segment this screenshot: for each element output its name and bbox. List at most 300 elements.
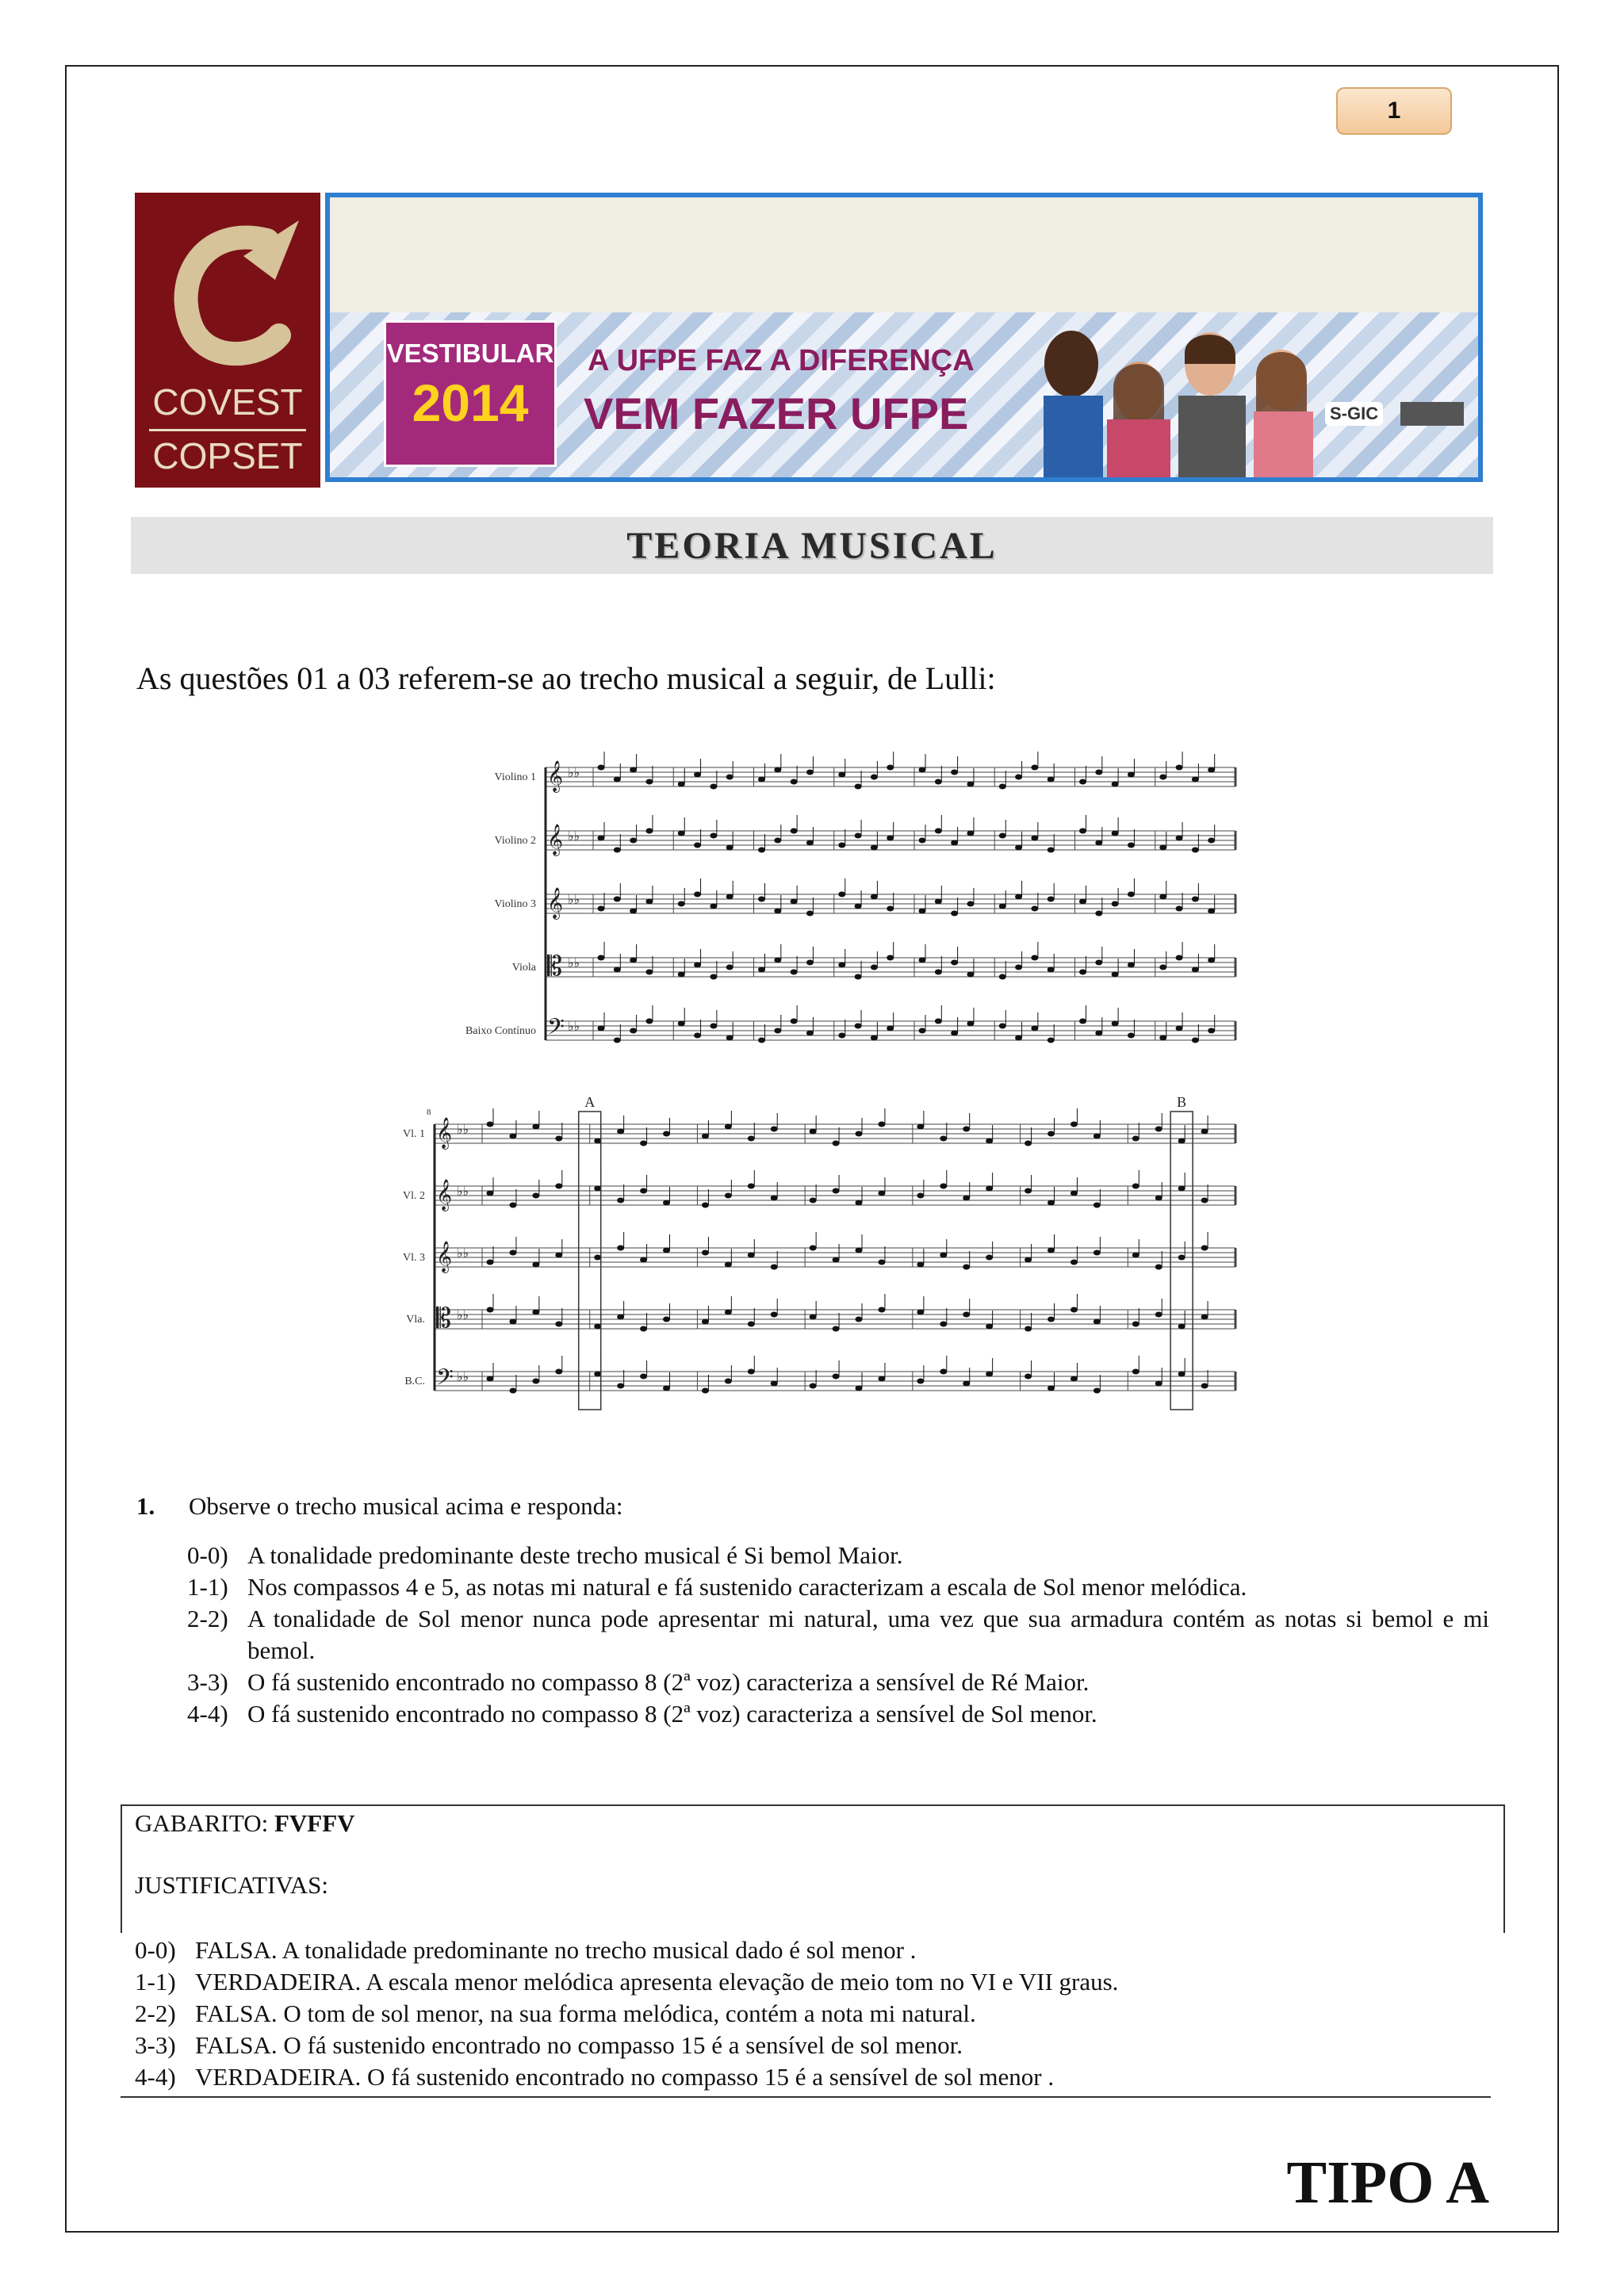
note-head — [594, 1255, 601, 1261]
note-head — [1079, 828, 1086, 834]
note-head — [748, 1253, 755, 1258]
justificativa-item: 2-2) FALSA. O tom de sol menor, na sua forma melódica, contém a nota mi natural. — [135, 1999, 976, 2027]
note-head — [1079, 779, 1086, 785]
note-head — [791, 779, 798, 785]
note-head — [748, 1369, 755, 1375]
note-head — [645, 970, 653, 975]
note-head — [678, 972, 685, 978]
question-item: 2-2) A tonalidade de Sol menor nunca pode apresentar mi natural, uma vez que sua armadura contém as notas si bemol e mi bemol. — [187, 1605, 1489, 1664]
note-head — [887, 955, 894, 961]
note-head — [1094, 1250, 1101, 1256]
note-head — [678, 782, 685, 787]
note-head — [1176, 906, 1183, 912]
section-title-bar — [131, 517, 1493, 574]
note-head — [806, 960, 814, 966]
note-head — [856, 1131, 863, 1137]
note-head — [702, 1250, 709, 1256]
note-head — [1048, 897, 1055, 902]
note-head — [940, 1136, 947, 1142]
note-head — [1112, 831, 1119, 836]
note-head — [855, 904, 862, 909]
score-system-1 — [465, 752, 1235, 1045]
note-head — [1094, 1203, 1101, 1208]
instrument-label: Baixo Contínuo — [465, 1025, 536, 1037]
key-signature: ♭♭ — [568, 767, 580, 780]
note-head — [748, 1136, 755, 1142]
intro-text: As questões 01 a 03 referem-se ao trecho musical a seguir, de Lulli: — [136, 660, 996, 696]
note-head — [1159, 965, 1166, 970]
note-head — [640, 1257, 647, 1263]
note-head — [838, 892, 845, 897]
musical-score — [379, 736, 1251, 1425]
note-head — [1178, 1186, 1185, 1192]
note-head — [1128, 892, 1135, 897]
logo-line2: COPSET — [152, 435, 303, 476]
note-head — [1178, 1255, 1185, 1261]
note-head — [810, 1198, 817, 1203]
students-photo — [1028, 316, 1321, 479]
note-head — [1071, 1307, 1078, 1313]
note-head — [1155, 1265, 1162, 1270]
note-head — [1159, 1035, 1166, 1041]
clef-icon: 𝄞 — [436, 1119, 453, 1148]
note-head — [806, 840, 814, 846]
note-head — [940, 1369, 947, 1375]
question-number: 1. — [136, 1492, 155, 1520]
banner-slogan-1: A UFPE FAZ A DIFERENÇA — [588, 344, 975, 377]
note-head — [1094, 1388, 1101, 1394]
note-head — [810, 1383, 817, 1389]
logo-line1: COVEST — [152, 381, 303, 423]
note-head — [871, 845, 878, 851]
question-item: 1-1) Nos compassos 4 e 5, as notas mi natural e fá sustenido caracterizam a escala de Sol menor melódica. — [187, 1573, 1247, 1601]
note-head — [678, 901, 685, 907]
note-head — [887, 836, 894, 841]
clef-icon: 𝄞 — [547, 889, 564, 918]
note-head — [1176, 765, 1183, 771]
note-head — [1095, 960, 1102, 966]
note-head — [726, 1035, 733, 1041]
note-head — [555, 1184, 562, 1189]
note-head — [614, 897, 621, 902]
note-head — [963, 1196, 970, 1201]
note-head — [725, 1193, 732, 1199]
note-head — [771, 1196, 778, 1201]
justificativas-list — [135, 1934, 1499, 2093]
note-head — [758, 967, 765, 973]
key-signature: ♭♭ — [457, 1371, 469, 1384]
note-head — [710, 833, 717, 839]
note-head — [1112, 1021, 1119, 1027]
note-head — [806, 911, 814, 916]
note-head — [1048, 777, 1055, 783]
sgic-logo: S-GIC — [1325, 402, 1383, 426]
note-head — [999, 784, 1006, 790]
note-head — [748, 1184, 755, 1189]
note-head — [725, 1124, 732, 1130]
note-head — [1176, 1026, 1183, 1031]
note-head — [1192, 967, 1199, 973]
rehearsal-box — [1170, 1112, 1193, 1410]
note-head — [645, 899, 653, 905]
note-head — [1192, 897, 1199, 902]
note-head — [1201, 1314, 1208, 1320]
note-head — [1208, 767, 1215, 773]
note-head — [1155, 1127, 1162, 1132]
gabarito — [135, 1809, 355, 1838]
note-head — [614, 777, 621, 783]
note-head — [838, 843, 845, 848]
note-head — [1025, 1188, 1032, 1194]
note-head — [967, 831, 974, 836]
note-head — [1025, 1374, 1032, 1380]
note-head — [1095, 911, 1102, 916]
note-head — [1132, 1322, 1139, 1327]
note-head — [871, 894, 878, 900]
note-head — [1132, 1136, 1139, 1142]
note-head — [702, 1319, 709, 1325]
note-head — [935, 828, 942, 834]
section-title: TEORIA MUSICAL — [626, 524, 998, 567]
note-head — [1031, 1026, 1038, 1031]
note-head — [630, 838, 637, 844]
clef-icon: 𝄞 — [436, 1181, 453, 1210]
question-prompt: Observe o trecho musical acima e responda: — [189, 1492, 623, 1520]
note-head — [833, 1257, 840, 1263]
note-head — [726, 894, 733, 900]
clef-icon: 𝄡 — [547, 952, 562, 982]
note-head — [555, 1322, 562, 1327]
note-head — [487, 1122, 494, 1127]
note-head — [487, 1260, 494, 1265]
note-head — [1095, 1031, 1102, 1036]
note-head — [663, 1131, 670, 1137]
note-head — [1132, 1369, 1139, 1375]
note-head — [678, 831, 685, 836]
note-head — [509, 1388, 516, 1394]
key-signature: ♭♭ — [568, 957, 580, 970]
note-head — [856, 1248, 863, 1253]
covest-logo — [135, 193, 320, 488]
note-head — [617, 1314, 624, 1320]
justificativa-item: 4-4) VERDADEIRA. O fá sustenido encontrado no compasso 15 é a sensível de sol menor . — [135, 2063, 1055, 2091]
note-head — [1015, 775, 1022, 780]
note-head — [1079, 899, 1086, 905]
note-head — [663, 1200, 670, 1206]
note-head — [758, 777, 765, 783]
badge-year: 2014 — [412, 373, 529, 432]
note-head — [1015, 1035, 1022, 1041]
note-head — [771, 1127, 778, 1132]
note-head — [694, 1033, 701, 1039]
note-head — [838, 772, 845, 778]
key-signature: ♭♭ — [457, 1185, 469, 1199]
note-head — [726, 845, 733, 851]
note-head — [1048, 1317, 1055, 1322]
note-head — [509, 1134, 516, 1139]
note-head — [1031, 955, 1038, 961]
note-head — [1201, 1246, 1208, 1251]
clef-icon: 𝄞 — [547, 762, 564, 791]
note-head — [1048, 1131, 1055, 1137]
note-head — [774, 958, 781, 963]
note-head — [951, 960, 958, 966]
note-head — [1155, 1312, 1162, 1318]
note-head — [640, 1141, 647, 1146]
note-head — [663, 1386, 670, 1391]
vestibular-banner — [325, 193, 1483, 482]
note-head — [598, 1026, 605, 1031]
note-head — [694, 892, 701, 897]
note-head — [702, 1203, 709, 1208]
note-head — [758, 897, 765, 902]
clef-icon: 𝄞 — [547, 825, 564, 855]
note-head — [986, 1138, 993, 1144]
note-head — [532, 1379, 539, 1384]
instrument-label: Violino 3 — [494, 898, 536, 910]
note-head — [1095, 840, 1102, 846]
note-head — [1155, 1381, 1162, 1387]
key-signature: ♭♭ — [457, 1247, 469, 1261]
note-head — [532, 1310, 539, 1315]
note-head — [1015, 845, 1022, 851]
justificativa-item: 0-0) FALSA. A tonalidade predominante no trecho musical dado é sol menor . — [135, 1936, 917, 1964]
note-head — [630, 1028, 637, 1034]
note-head — [919, 1028, 926, 1034]
note-head — [555, 1369, 562, 1375]
note-head — [887, 765, 894, 771]
note-head — [1112, 782, 1119, 787]
partner-logo — [1400, 402, 1464, 426]
note-head — [999, 904, 1006, 909]
note-head — [1112, 901, 1119, 907]
note-head — [878, 1122, 885, 1127]
instrument-label: Viola — [511, 962, 536, 974]
note-head — [967, 901, 974, 907]
note-head — [598, 836, 605, 841]
note-head — [940, 1184, 947, 1189]
note-head — [617, 1246, 624, 1251]
note-head — [919, 767, 926, 773]
note-head — [917, 1124, 924, 1130]
note-head — [702, 1388, 709, 1394]
note-head — [1048, 1200, 1055, 1206]
note-head — [1208, 909, 1215, 914]
note-head — [1178, 1324, 1185, 1330]
note-head — [871, 1035, 878, 1041]
note-head — [487, 1191, 494, 1196]
key-signature: ♭♭ — [457, 1123, 469, 1137]
note-head — [640, 1188, 647, 1194]
note-head — [855, 974, 862, 980]
note-head — [726, 965, 733, 970]
note-head — [1112, 972, 1119, 978]
note-head — [1094, 1134, 1101, 1139]
note-head — [645, 1019, 653, 1024]
key-signature: ♭♭ — [568, 1020, 580, 1034]
clef-icon: 𝄞 — [436, 1242, 453, 1272]
gabarito-value: FVFFV — [274, 1809, 355, 1837]
note-head — [935, 970, 942, 975]
note-head — [645, 779, 653, 785]
note-head — [1176, 955, 1183, 961]
note-head — [935, 1019, 942, 1024]
note-head — [1031, 906, 1038, 912]
note-head — [940, 1253, 947, 1258]
note-head — [725, 1379, 732, 1384]
note-head — [963, 1265, 970, 1270]
note-head — [617, 1129, 624, 1135]
note-head — [598, 765, 605, 771]
instrument-label: Vl. 2 — [403, 1190, 425, 1202]
note-head — [1208, 1028, 1215, 1034]
note-head — [630, 958, 637, 963]
instrument-label: B.C. — [404, 1376, 425, 1387]
note-head — [999, 1024, 1006, 1029]
covest-arrow-icon — [148, 209, 307, 375]
note-head — [1079, 1019, 1086, 1024]
note-head — [1159, 894, 1166, 900]
note-head — [1192, 848, 1199, 853]
note-head — [951, 1031, 958, 1036]
note-head — [594, 1138, 601, 1144]
note-head — [986, 1255, 993, 1261]
note-head — [594, 1186, 601, 1192]
key-signature: ♭♭ — [568, 830, 580, 844]
note-head — [1031, 836, 1038, 841]
note-head — [509, 1319, 516, 1325]
note-head — [640, 1374, 647, 1380]
note-head — [509, 1250, 516, 1256]
note-head — [487, 1307, 494, 1313]
note-head — [1208, 958, 1215, 963]
page-number-badge: 1 — [1336, 87, 1452, 135]
note-head — [940, 1322, 947, 1327]
note-head — [999, 833, 1006, 839]
note-head — [1071, 1376, 1078, 1382]
note-head — [1159, 845, 1166, 851]
answer-bottom-rule — [121, 2096, 1491, 2098]
note-head — [963, 1127, 970, 1132]
note-head — [555, 1136, 562, 1142]
note-head — [594, 1324, 601, 1330]
note-head — [710, 1024, 717, 1029]
note-head — [1128, 1033, 1135, 1039]
note-head — [1176, 836, 1183, 841]
note-head — [855, 1024, 862, 1029]
note-head — [1128, 843, 1135, 848]
note-head — [967, 782, 974, 787]
note-head — [810, 1246, 817, 1251]
note-head — [986, 1324, 993, 1330]
note-head — [1178, 1138, 1185, 1144]
note-head — [617, 1198, 624, 1203]
rehearsal-mark: B — [1177, 1094, 1187, 1110]
note-head — [774, 838, 781, 844]
note-head — [1015, 894, 1022, 900]
gabarito-label: GABARITO: — [135, 1809, 274, 1837]
banner-slogan-2: VEM FAZER UFPE — [584, 388, 969, 438]
note-head — [1025, 1326, 1032, 1332]
note-head — [774, 909, 781, 914]
note-head — [1031, 765, 1038, 771]
note-head — [1048, 848, 1055, 853]
note-head — [487, 1376, 494, 1382]
note-head — [855, 833, 862, 839]
instrument-label: Violino 1 — [494, 771, 536, 783]
note-head — [617, 1383, 624, 1389]
note-head — [532, 1124, 539, 1130]
note-head — [1132, 1184, 1139, 1189]
note-head — [791, 899, 798, 905]
note-head — [555, 1253, 562, 1258]
rehearsal-mark: A — [584, 1094, 596, 1110]
note-head — [871, 965, 878, 970]
note-head — [963, 1312, 970, 1318]
note-head — [1201, 1198, 1208, 1203]
note-head — [771, 1312, 778, 1318]
note-head — [758, 848, 765, 853]
note-head — [871, 775, 878, 780]
note-head — [951, 911, 958, 916]
logo-separator — [149, 429, 306, 431]
note-head — [710, 904, 717, 909]
note-head — [1159, 775, 1166, 780]
note-head — [833, 1188, 840, 1194]
note-head — [509, 1203, 516, 1208]
note-head — [833, 1326, 840, 1332]
note-head — [598, 955, 605, 961]
note-head — [919, 838, 926, 844]
note-head — [833, 1374, 840, 1380]
note-head — [917, 1310, 924, 1315]
note-head — [725, 1262, 732, 1268]
clef-icon: 𝄢 — [547, 1016, 565, 1045]
note-head — [1048, 1038, 1055, 1043]
note-head — [967, 1021, 974, 1027]
note-head — [771, 1265, 778, 1270]
note-head — [878, 1191, 885, 1196]
note-head — [986, 1372, 993, 1377]
note-head — [1048, 1248, 1055, 1253]
question-items — [187, 1540, 1489, 1730]
note-head — [1025, 1257, 1032, 1263]
measure-number: 8 — [427, 1108, 431, 1117]
note-head — [887, 1026, 894, 1031]
note-head — [630, 767, 637, 773]
note-head — [1132, 1253, 1139, 1258]
note-head — [614, 848, 621, 853]
note-head — [614, 1038, 621, 1043]
note-head — [1025, 1141, 1032, 1146]
note-head — [878, 1260, 885, 1265]
note-head — [791, 1019, 798, 1024]
note-head — [810, 1129, 817, 1135]
note-head — [838, 1033, 845, 1039]
note-head — [640, 1326, 647, 1332]
justificativa-item: 1-1) VERDADEIRA. A escala menor melódica apresenta elevação de meio tom no VI e VII graus. — [135, 1968, 1119, 1996]
note-head — [856, 1200, 863, 1206]
note-head — [1095, 770, 1102, 775]
note-head — [838, 962, 845, 968]
note-head — [935, 899, 942, 905]
note-head — [594, 1372, 601, 1377]
note-head — [917, 1379, 924, 1384]
note-head — [878, 1307, 885, 1313]
question-item: 0-0) A tonalidade predominante deste trecho musical é Si bemol Maior. — [187, 1541, 903, 1569]
note-head — [678, 1021, 685, 1027]
note-head — [1015, 965, 1022, 970]
